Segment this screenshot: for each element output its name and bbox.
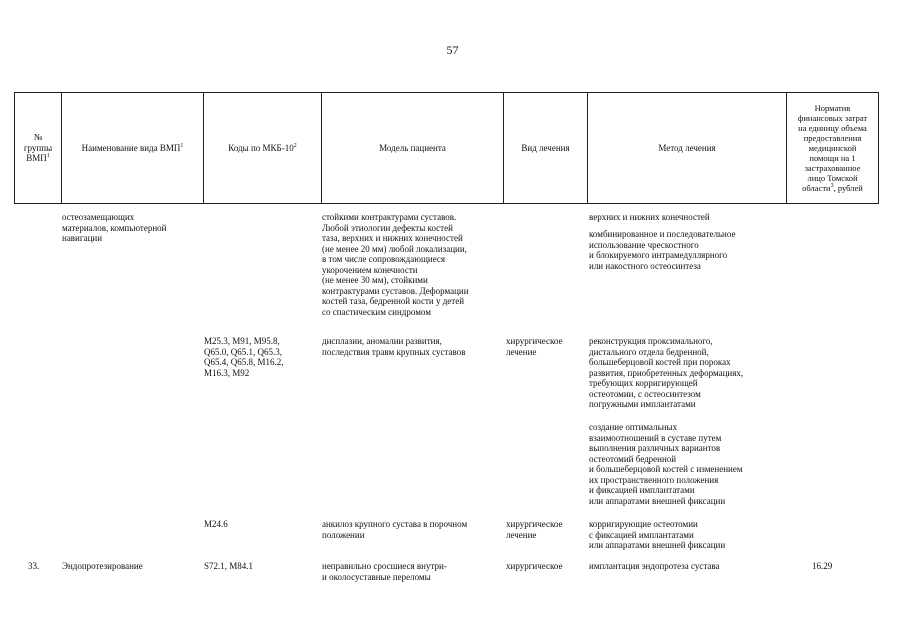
- table-header: [14, 92, 879, 204]
- row1-name: остеозамещающих материалов, компьютерной навигации: [62, 212, 167, 243]
- row2-method-a: реконструкция проксимального, дистального отдела бедренной, большеберцовой костей при пороках развития, приобретенных деформациях, требующих корригирующей остеотомии, с остеосинтезом погружными имплантатами: [589, 336, 744, 409]
- row2-method-b: создание оптимальных взаимоотношений в суставе путем выполнения различных вариантов остеотомий бедренной и большеберцовой костей с изменением их пространственного положения и фиксацией имплантатами или аппаратами внешней фиксации: [589, 422, 743, 506]
- header-method-text: Метод лечения: [658, 142, 716, 153]
- header-group-no: [15, 93, 61, 203]
- header-group-no-text: № группы ВМП: [23, 132, 53, 164]
- header-treatment-type: [503, 93, 587, 203]
- header-treatment-type-text: Вид лечения: [521, 142, 570, 153]
- header-name-footnote: 1: [180, 142, 184, 149]
- row2-treatment-type: хирургическое лечение: [506, 336, 563, 357]
- header-icd: [203, 93, 321, 203]
- row3-treatment-type: хирургическое лечение: [506, 519, 563, 540]
- header-norm-text: Норматив финансовых затрат на единицу объема предоставления медицинской помощи на 1 застрахованное лицо Томской области: [797, 103, 868, 193]
- row3-patient-model: анкилоз крупного сустава в порочном положении: [322, 519, 468, 540]
- header-patient-model: [321, 93, 503, 203]
- header-icd-footnote: 2: [293, 142, 297, 149]
- row4-group-no: 33.: [28, 561, 40, 571]
- header-name: [61, 93, 203, 203]
- header-name-text: Наименование вида ВМП: [81, 142, 181, 153]
- row3-method: корригирующие остеотомии с фиксацией имплантатами или аппаратами внешней фиксации: [589, 519, 726, 550]
- row4-patient-model: неправильно сросшиеся внутри- и околосуставные переломы: [322, 561, 447, 582]
- row1-method-a: верхних и нижних конечностей: [589, 212, 710, 222]
- row4-name: Эндопротезирование: [62, 561, 143, 571]
- row2-codes: M25.3, M91, M95.8, Q65.0, Q65.1, Q65.3, Q65.4, Q65.8, M16.2, M16.3, M92: [204, 336, 284, 378]
- header-norm: [786, 93, 878, 203]
- page-number: 57: [446, 43, 459, 57]
- row3-codes: M24.6: [204, 519, 228, 529]
- row1-method-b: комбинированное и последовательное использование чрескостного и блокируемого интрамедуллярного или накостного остеосинтеза: [589, 229, 736, 271]
- header-method: [587, 93, 786, 203]
- row4-norm: 16.29: [812, 561, 833, 571]
- header-group-no-footnote: 1: [46, 153, 50, 160]
- header-norm-tail: , рублей: [833, 183, 863, 193]
- row4-codes: S72.1, M84.1: [204, 561, 254, 571]
- header-icd-text: Коды по МКБ-10: [228, 142, 294, 153]
- row4-treatment-type: хирургическое: [506, 561, 563, 571]
- row2-patient-model: дисплазии, аномалии развития, последствия травм крупных суставов: [322, 336, 466, 357]
- row4-method: имплантация эндопротеза сустава: [589, 561, 720, 571]
- row1-patient-model: стойкими контрактурами суставов. Любой этиологии дефекты костей таза, верхних и нижних конечностей (не менее 20 мм) любой локализации, в том числе сопровождающиеся укорочением конечности (не менее 30 мм), стойкими контрактурами суставов. Деформации костей таза, бедренной кости у детей со спастическим синдромом: [322, 212, 469, 317]
- header-norm-footnote: 3: [830, 183, 834, 190]
- header-patient-model-text: Модель пациента: [379, 142, 446, 153]
